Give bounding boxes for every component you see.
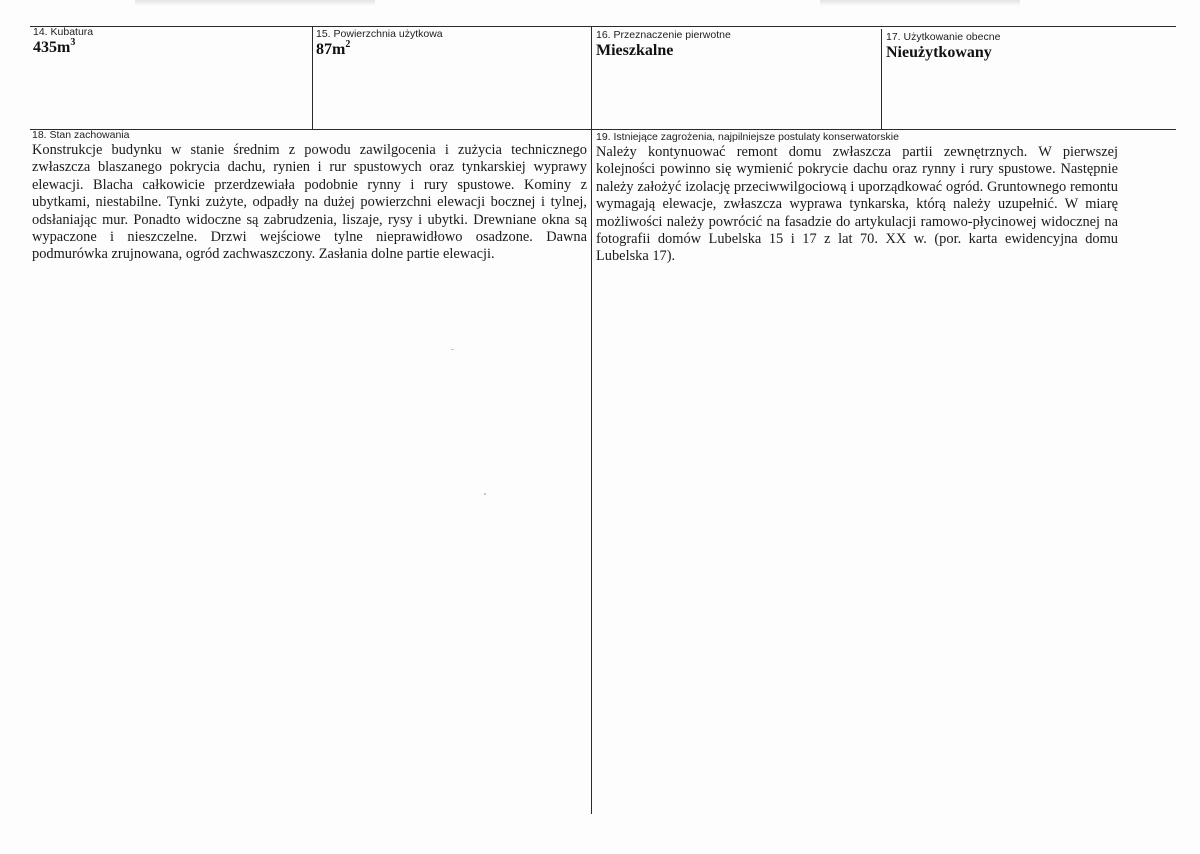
uzytkowanie-value: Nieużytkowany <box>886 44 992 61</box>
przeznaczenie-value: Mieszkalne <box>596 42 674 59</box>
powierzchnia-cell <box>316 29 588 59</box>
kubatura-value: $435m^3$ <box>33 36 76 56</box>
powierzchnia-value: $87m^2$ <box>316 38 351 58</box>
zagrozenia-label: 19. Istniejące zagrożenia, najpilniejsze postulaty konserwatorskie <box>596 131 899 143</box>
stan-zachowania-label: 18. Stan zachowania <box>32 129 130 141</box>
stan-zachowania-cell <box>32 130 587 264</box>
przeznaczenie-cell <box>596 30 878 60</box>
uzytkowanie-cell <box>886 32 1174 62</box>
scan-speck <box>484 493 486 495</box>
zagrozenia-text: Należy kontynuować remont domu zwłaszcza partii zewnętrznych. W pierwszej kolejności powinno się wymienić pokrycie dachu oraz rynny i rury spustowe. Następnie należy założyć izolację przeciwwilgociową i uporządkować ogród. Gruntownego remontu wymagają elewacje, zwłaszcza wyprawa tynkarska, którą należy uzupełnić. W miarę możliwości należy powrócić na fasadzie do artykulacji ramowo-płycinowej widocznej na fotografii domów Lubelska 15 i 17 z lat 70. XX w. (por. karta ewidencyjna domu Lubelska 17). <box>596 144 1118 265</box>
scan-edge-shadow <box>820 0 1020 6</box>
kubatura-cell <box>33 27 309 57</box>
stan-zachowania-text: Konstrukcje budynku w stanie średnim z powodu zawilgocenia i zużycia technicznego zwłaszcza blaszanego pokrycia dachu, rynien i rur spustowych oraz tynkarskiej wyprawy elewacji. Blacha całkowicie przerdzewiała podobnie rynny i rury spustowe. Kominy z ubytkami, niestabilne. Tynki zużyte, odpadły na dużej powierzchni elewacji bocznej i tylnej, odsłaniając mur. Ponadto widoczne są zabrudzenia, liszaje, rysy i ubytki. Drewniane okna są wypaczone i nieszczelne. Drzwi wejściowe tylne nieprawidłowo osadzone. Dawna podmurówka zrujnowana, ogród zachwaszczony. Zasłania dolne partie elewacji. <box>32 142 587 263</box>
col-divider-3 <box>881 29 882 129</box>
uzytkowanie-label: 17. Użytkowanie obecne <box>886 31 1001 43</box>
scan-speck <box>451 349 454 350</box>
col-divider-1 <box>312 26 313 129</box>
scan-edge-shadow <box>135 0 375 6</box>
przeznaczenie-label: 16. Przeznaczenie pierwotne <box>596 29 731 41</box>
kubatura-label: 14. Kubatura <box>33 26 94 38</box>
col-divider-main <box>591 26 592 814</box>
powierzchnia-label: 15. Powierzchnia użytkowa <box>316 28 443 40</box>
zagrozenia-cell <box>596 132 1118 266</box>
